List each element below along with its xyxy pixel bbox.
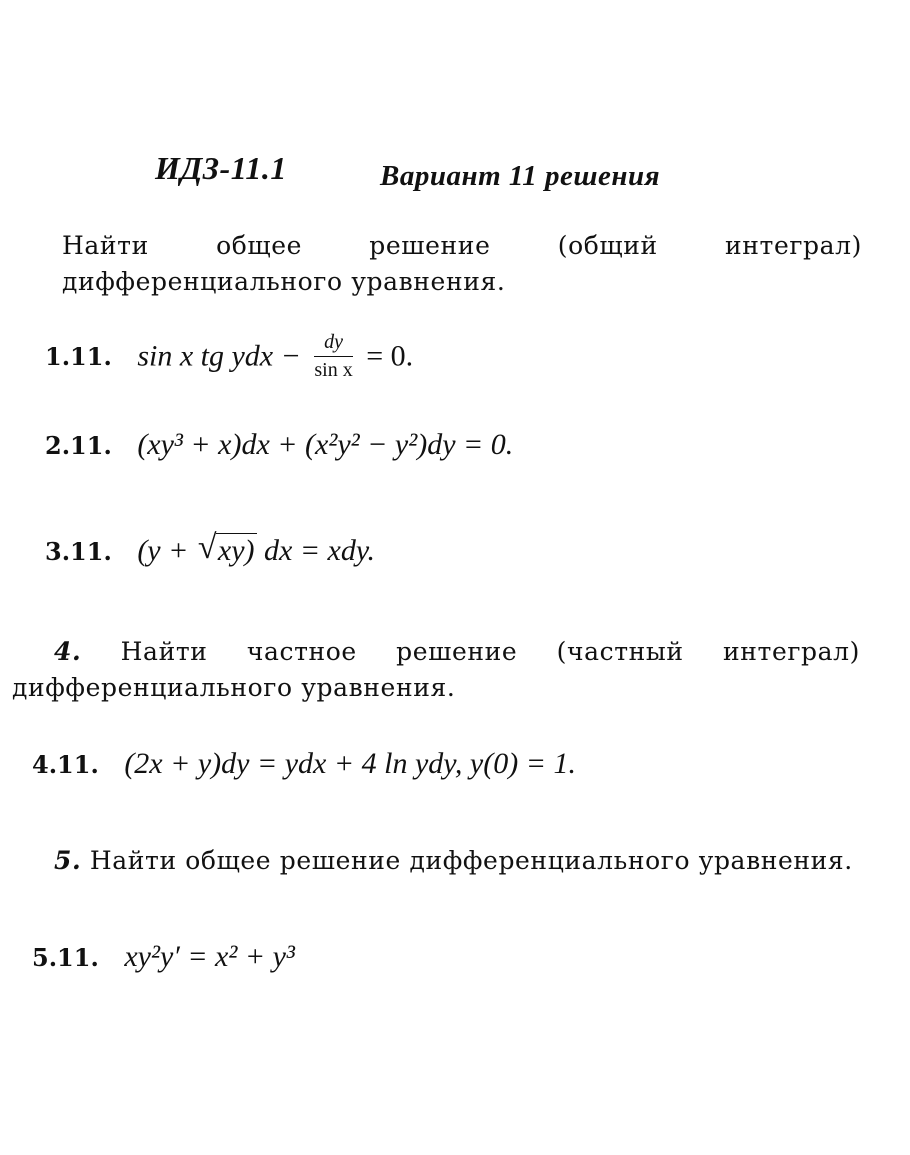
problem-3-rhs: dx = xdy. [264,534,376,567]
problem-3-label: 3.11. [45,537,112,566]
problem-5-equation: xy²y′ = x² + y³ [124,940,295,973]
problem-5-label: 5.11. [32,943,99,972]
variant-title: Вариант 11 решения [380,160,661,192]
radical-sign-icon: √ [197,529,217,566]
problem-3 [45,529,376,568]
problem-4-label: 4.11. [32,750,99,779]
fraction-denominator: sin x [314,359,353,381]
problem-2-label: 2.11. [45,431,112,460]
square-root [197,529,257,568]
problem-4-equation: (2x + y)dy = ydx + 4 ln ydy, y(0) = 1. [124,747,576,780]
problem-1-lhs: sin x tg ydx − [137,339,301,373]
problem-2 [45,428,513,462]
task-5-text: Найти общее решение дифференциального уравнения. [89,846,853,875]
task-4-instruction [12,634,860,706]
fraction-numerator: dy [314,331,352,357]
task-5-instruction [12,843,860,879]
problem-1 [45,333,413,384]
task-4-number: 4. [54,637,82,666]
radicand: xy) [217,534,255,567]
intro-text: Найти общее решение (общий интеграл) дифференциального уравнения. [62,231,862,296]
problem-1-fraction [314,331,352,382]
problem-4 [32,747,576,781]
task-5-number: 5. [54,846,82,875]
task-4-text: Найти частное решение (частный интеграл) дифференциального уравнения. [12,637,861,702]
intro-instruction [62,228,862,300]
problem-2-equation: (xy³ + x)dx + (x²y² − y²)dy = 0. [137,428,514,461]
assignment-code: ИДЗ-11.1 [155,150,287,186]
problem-5 [32,940,295,974]
problem-1-rhs: = 0. [366,339,414,373]
problem-1-label: 1.11. [45,342,112,372]
problem-3-lhs: (y + [137,534,189,567]
